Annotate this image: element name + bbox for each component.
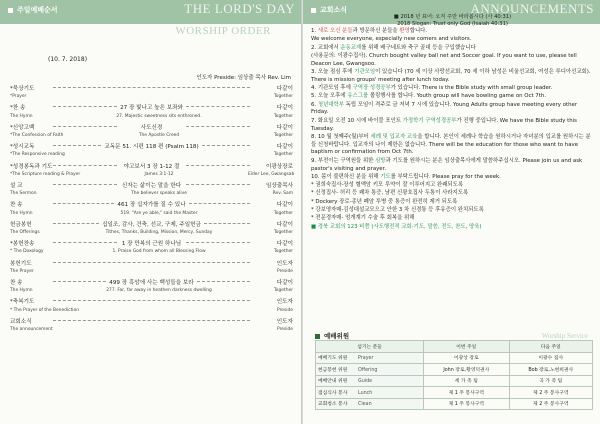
role-cell xyxy=(316,398,424,410)
announcement-item xyxy=(311,69,594,85)
role-name: 점심식사 봉사 xyxy=(318,390,348,396)
order-leader: 다같이 xyxy=(276,202,294,209)
announcement-item xyxy=(311,207,594,215)
announcement-item xyxy=(311,182,594,190)
dotted-leader xyxy=(202,145,250,146)
order-name: 헌금봉헌 xyxy=(10,221,32,228)
note-text: * Dockery 장로-종년 폐암 투병 중 통증이 완전히 제거 되도록 xyxy=(311,198,458,205)
note-highlight: 유스그룹 xyxy=(347,93,369,100)
order-leader-en: Elder Lee, Gwangsab xyxy=(248,171,295,177)
order-name: 봉헌기도 xyxy=(10,260,32,267)
note-text: * 강보영자매-김성대설교모으고 안한 3 차 신경통 등 후유증이 완치되도록 xyxy=(311,207,484,214)
note-highlight: 세례 및 입교자 교육 xyxy=(370,133,418,140)
order-detail-en: The Apostle Creed xyxy=(138,132,180,138)
role-cell xyxy=(316,364,424,376)
worship-staff-title: 예배위원 xyxy=(315,331,349,340)
left-header xyxy=(0,0,301,24)
table-header: 이번 주일 xyxy=(424,341,509,353)
role-name: 예배기도 위원 xyxy=(318,356,348,362)
note-text: 볼링행사를 합니다. Youth group will have bowling game on Oct 7th. xyxy=(368,93,546,100)
announcement-item xyxy=(311,93,594,101)
order-leader: 다같이 xyxy=(276,144,294,151)
section-tab-worship: 주일예배순서 xyxy=(8,5,58,15)
dotted-leader xyxy=(186,165,250,166)
order-detail: 461 장 십자가를 질 수 있나 xyxy=(117,202,186,209)
role-name: 예배안내 위원 xyxy=(318,379,348,385)
order-name-en: *The Confession of Faith xyxy=(10,132,64,138)
announcement-item xyxy=(311,158,594,174)
note-text: 이 있습니다 (70 세 이상 사랑선교회, 70 세 이하 남성은 비울선교회, 여성은 루디아선교회). There is mission groups' meeting after lunch today. xyxy=(311,68,591,83)
announcements-page xyxy=(303,0,600,424)
worship-order-item xyxy=(10,164,293,183)
table-header: 다음 주일 xyxy=(509,341,593,353)
note-text: We welcome everyone, especially new comers and visitors. xyxy=(311,36,472,43)
order-leader: 다같이 xyxy=(276,241,294,248)
dotted-leader xyxy=(53,87,250,88)
dotted-leader xyxy=(53,242,117,243)
note-text: 를 부탁드립니다. Please pray for the week. xyxy=(390,173,501,180)
note-text: 4. 기관모임 후에 xyxy=(311,85,353,92)
announcement-item xyxy=(311,199,594,207)
table-row xyxy=(316,375,593,387)
header-subtitle-worship-order: WORSHIP ORDER xyxy=(175,25,271,37)
order-leader-en: Preside xyxy=(277,326,293,332)
this-week-cell: 제 1 주 봉사구역 xyxy=(424,387,509,399)
announcement-item xyxy=(311,134,594,157)
dotted-leader xyxy=(197,281,250,282)
order-leader-en: Together xyxy=(273,249,293,255)
order-name: 설 교 xyxy=(10,182,23,189)
dotted-leader xyxy=(186,106,250,107)
worship-order-item xyxy=(10,105,293,124)
dotted-leader xyxy=(53,223,99,224)
note-highlight: 새로 오신 분들 xyxy=(317,28,353,34)
dotted-leader xyxy=(53,300,250,301)
worship-order-item xyxy=(10,86,293,105)
dotted-leader xyxy=(53,262,250,263)
order-detail: 교독문 51. 시편 118 편 (Psalm 118) xyxy=(104,144,199,151)
order-name: *축복기도 xyxy=(10,299,35,306)
order-name-en: * The Doxology xyxy=(10,249,44,255)
worship-order-list xyxy=(10,86,293,338)
order-name: *묵상기도 xyxy=(10,86,35,92)
note-text: 가 있습니다. There is the Bible study with small group leader. xyxy=(390,85,553,92)
order-leader-en: Together xyxy=(273,94,293,100)
role-name-en: Clean xyxy=(358,402,372,408)
order-name: *찬 송 xyxy=(10,105,26,112)
order-name: 찬 송 xyxy=(10,202,23,209)
order-detail-en: 27. Majestic sweetness sits enthroned. xyxy=(116,113,202,119)
order-leader-en: Preside xyxy=(277,307,293,313)
order-detail-en: 277. Far, far away in heathen darkness dwelling xyxy=(106,288,212,294)
dotted-leader xyxy=(53,145,101,146)
order-leader: 다같이 xyxy=(276,86,293,92)
order-detail: 사도신경 xyxy=(140,124,163,131)
worship-order-item xyxy=(10,241,293,260)
role-name: 교회청소 봉사 xyxy=(318,402,348,408)
worship-order-item xyxy=(10,299,293,318)
announcement-item xyxy=(311,102,594,118)
order-leader-en: Together xyxy=(273,229,293,235)
presider-line: 인도자 Preside: 임상출 목사 Rev. Lim xyxy=(196,75,291,81)
worship-order-item xyxy=(10,222,293,241)
dotted-leader xyxy=(186,126,250,127)
order-name: *봉헌찬송 xyxy=(10,241,35,248)
note-highlight: 가정학기 구역성경공부 xyxy=(402,117,457,124)
order-leader-en: Together xyxy=(273,288,293,294)
order-leader-en: Together xyxy=(273,152,293,158)
order-detail-en: 519. "Are ye able," said the Master xyxy=(120,210,198,216)
order-leader: 다같이 xyxy=(276,124,294,131)
note-text: 을 합니다. 본인이 세례나 학습을 원하시거나 자녀분의 입교를 원하시는 분들 신청바랍니다. 입교자의 나이 제한은 없습니다. There will be the education for those who want to have baptism or confirmation from Oct 7th. xyxy=(311,133,591,156)
order-name: *신앙고백 xyxy=(10,124,35,131)
table-row xyxy=(316,352,593,364)
order-detail-en: James 3:1-12 xyxy=(144,171,174,177)
order-name: 찬 송 xyxy=(10,279,23,286)
order-leader: 이광상장로 xyxy=(265,163,294,170)
order-detail: 십일조, 감사, 건축, 선교, 구제, 주일헌금 xyxy=(102,221,201,228)
order-name-en: *The Responsive reading xyxy=(10,152,65,158)
role-name-en: Offering xyxy=(358,367,378,373)
note-text: 합니다. xyxy=(409,28,428,34)
role-name-en: Prayer xyxy=(358,356,374,362)
note-text: (사용문의: 이광수집사). Church bought valley ball net and Soccer goal. If you want to use, please tell Deacon Lee, Gwangsoo. xyxy=(311,52,577,67)
this-week-cell: 제 1 주 봉사구역 xyxy=(424,398,509,410)
dotted-leader xyxy=(53,281,106,282)
note-text: 가 진행 중입니다. We have the Bible study this Tuesday. xyxy=(311,117,577,132)
worship-order-item xyxy=(10,125,293,144)
note-text: * 신정집사- 허리 등 쾌차 통증, 남편 신광호집사 두통이 사라지도록 xyxy=(311,190,469,197)
this-week-cell: 세 가 족 팀 xyxy=(424,375,509,387)
role-cell xyxy=(316,375,424,387)
dotted-leader xyxy=(53,165,117,166)
order-leader-en: Preside xyxy=(277,268,293,274)
dotted-leader xyxy=(186,242,250,243)
order-leader-en: Together xyxy=(273,132,293,138)
note-highlight: 기관모임 xyxy=(354,68,376,75)
note-text: (사도행전적 교회-기도, 말씀, 전도, 찬도, 양육) xyxy=(369,223,482,230)
note-highlight: 운동교재 xyxy=(340,44,362,51)
order-name: *성시교독 xyxy=(10,144,35,151)
table-row xyxy=(316,398,593,410)
this-week-cell: John 장로,황영덕권사 xyxy=(424,364,509,376)
next-week-cell: 곡 가 족 팀 xyxy=(509,375,593,387)
header-title-lords-day: THE LORD'S DAY xyxy=(184,1,295,16)
note-text: 7. 화요일 오전 10 시에 바이블 포인트 xyxy=(311,117,403,124)
worship-order-item xyxy=(10,319,293,338)
announcement-item xyxy=(311,36,594,44)
role-name-en: Lunch xyxy=(358,390,373,396)
dotted-leader xyxy=(53,184,117,185)
note-text: 3. 오늘 점심 후에 xyxy=(311,68,355,75)
note-text: 과 기도를 원하시는 분은 임상출목사에게 말씀하주십시오. Please join us and ask pastor's visiting and prayer. xyxy=(311,157,583,172)
note-highlight: 기도 xyxy=(380,173,391,180)
order-name-en: The Offerings xyxy=(10,229,40,235)
order-leader: 인도자 xyxy=(276,318,293,325)
order-name-en: The announcement xyxy=(10,326,53,332)
worship-order-item xyxy=(10,202,293,221)
announcement-item xyxy=(311,174,594,182)
announcement-notes xyxy=(311,14,594,232)
announcement-item xyxy=(311,190,594,198)
order-name-en: The Sermon xyxy=(10,191,37,197)
order-detail: 27 장 빛나고 높은 보좌와 xyxy=(120,105,183,112)
order-leader: 임상출목사 xyxy=(265,182,294,189)
announcement-item xyxy=(311,53,594,69)
note-text: 8. 10 월 첫째주(월)부터 xyxy=(311,133,371,140)
worship-order-item xyxy=(10,144,293,163)
dotted-leader xyxy=(189,203,250,204)
table-row xyxy=(316,364,593,376)
order-detail: 신자는 삶이는 말을 한다 xyxy=(121,182,182,189)
next-week-cell: Bob 장로,노현희권사 xyxy=(509,364,593,376)
note-text: 독립 모임이 격주로 금 저녁 7 시에 있습니다. Young Adults group have meeting every other Friday. xyxy=(311,101,578,116)
order-detail-en: The believer speaks alive xyxy=(131,191,187,197)
note-highlight: 심방 xyxy=(375,157,386,164)
note-highlight: 환영 xyxy=(399,28,410,34)
note-text: 9. 부전이는 구역원들 위한 xyxy=(311,157,376,164)
order-name-en: *Prayer xyxy=(10,94,27,100)
note-text: * 권희숙집사-장성 혈액암 키모 투약이 잘 이루어지고 완쾌되도록 xyxy=(311,182,464,189)
note-text: 10. 몸이 불편하신 분을 위해 xyxy=(311,173,381,180)
worship-order-item xyxy=(10,261,293,280)
worship-staff-table xyxy=(315,340,593,410)
order-detail-en: 1. Praise God from whom all Blessing Flow xyxy=(112,249,206,255)
next-week-cell: 제 2 주 봉사구역 xyxy=(509,387,593,399)
order-name-en: The Hymn xyxy=(10,210,33,216)
order-detail-en: Tithes, Thanks, Building, Mission, Mercy, Sunday xyxy=(105,229,213,235)
note-text: 과 방문하신 분들을 xyxy=(352,28,400,34)
slogan-english: 2018 Slogan: Trust only God (Isaiah 40:31) xyxy=(397,21,508,27)
dotted-leader xyxy=(53,203,114,204)
announcement-item xyxy=(311,85,594,93)
table-header: 섬기는 분들 xyxy=(316,341,424,353)
dotted-leader xyxy=(53,126,117,127)
note-highlight: ■ 경북 교회의 123 비쯤 xyxy=(311,223,370,230)
note-text: 1. xyxy=(311,28,318,34)
order-leader: 다같이 xyxy=(276,279,294,286)
worship-staff-title-en: Worship Service xyxy=(541,332,588,340)
order-name-en: The Prayer xyxy=(10,268,34,274)
worship-order-item xyxy=(10,183,293,202)
note-highlight: 구역장 성경공부 xyxy=(352,85,391,92)
announcement-item xyxy=(311,215,594,223)
dotted-leader xyxy=(204,223,250,224)
note-text: 2. 교회에서 xyxy=(311,44,341,51)
announcement-list xyxy=(311,28,594,231)
note-text: * 전문경자매- 엄개계기 수술 후 회복을 위해 xyxy=(311,215,415,222)
dotted-leader xyxy=(186,184,250,185)
note-text: 6. xyxy=(311,101,318,108)
announcement-item xyxy=(311,224,594,232)
role-name: 헌금봉헌 위원 xyxy=(318,367,348,373)
dotted-leader xyxy=(53,106,117,107)
header-title-announcements: ANNOUNCEMENTS xyxy=(470,1,594,16)
order-detail: 1 장 만복의 근원 하나님 xyxy=(121,241,182,248)
order-name-en: The Hymn xyxy=(10,113,33,119)
order-leader: 다같이 xyxy=(276,105,294,112)
announcement-item xyxy=(311,118,594,134)
next-week-cell: 제 2 주 봉사구역 xyxy=(509,398,593,410)
order-detail: 499 장 흑암에 사는 백성들을 보라 xyxy=(109,279,194,286)
order-name: *성경봉독과 기도 xyxy=(10,163,53,170)
role-name-en: Guide xyxy=(358,379,373,385)
order-leader-en: Together xyxy=(273,113,293,119)
slogan-korean: ■ 2018 년 표어: 오직 주만 바라봅시다 (사 40:31) xyxy=(393,14,512,20)
next-week-cell: 이광수 집사 xyxy=(509,352,593,364)
this-week-cell: 이광상 장로 xyxy=(424,352,509,364)
order-detail: 야고보서 3 장 1-12 절 xyxy=(123,163,180,170)
dotted-leader xyxy=(53,320,250,321)
section-tab-announcements: 교회소식 xyxy=(311,5,347,15)
worship-order-item xyxy=(10,280,293,299)
order-leader: 인도자 xyxy=(276,260,293,267)
role-cell xyxy=(316,387,424,399)
order-leader-en: Rev. Sam xyxy=(272,191,293,197)
order-leader: 인도자 xyxy=(276,299,293,306)
order-leader-en: Together xyxy=(273,210,293,216)
announcement-item xyxy=(311,28,594,36)
table-row xyxy=(316,387,593,399)
order-name-en: The Hymn xyxy=(10,288,33,294)
note-text: 를 위해 배구네트와 축구 골대 등을 구입했습니다 xyxy=(361,44,476,51)
service-date: (10. 7. 2018) xyxy=(48,56,88,63)
note-text: 5. 오늘 오후에 xyxy=(311,93,348,100)
announcement-item xyxy=(311,45,594,53)
order-leader: 다같이 xyxy=(276,221,293,228)
note-highlight: 청년대학부 xyxy=(317,101,344,108)
order-name-en: * The Prayer of the Benediction xyxy=(10,307,79,313)
order-name-en: *The Scripture reading & Prayer xyxy=(10,171,81,177)
role-cell xyxy=(316,352,424,364)
order-name: 교회소식 xyxy=(10,318,32,325)
